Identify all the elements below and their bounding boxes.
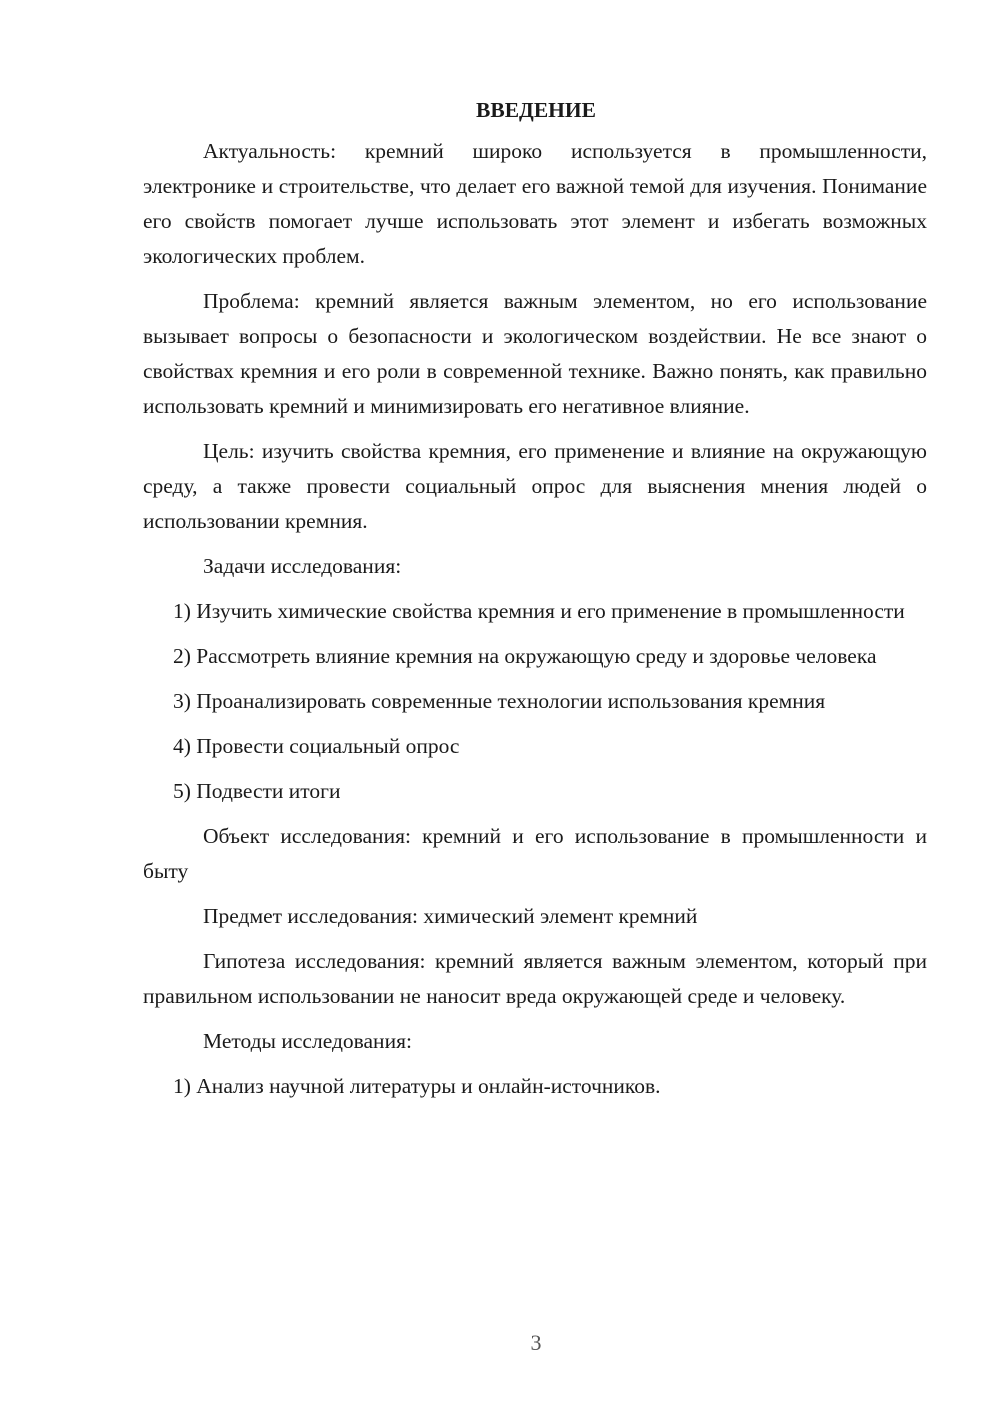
task-item-5: 5) Подвести итоги [173,779,341,803]
section-title: ВВЕДЕНИЕ [476,98,596,122]
task-item-4: 4) Провести социальный опрос [173,734,460,758]
method-item-1: 1) Анализ научной литературы и онлайн-источников. [173,1074,661,1098]
paragraph-subject: Предмет исследования: химический элемент кремний [203,904,698,928]
paragraph-object: Объект исследования: кремний и его использование в промышленности и быту [143,824,927,883]
paragraph-goal: Цель: изучить свойства кремния, его применение и влияние на окружающую среду, а также провести социальный опрос для выяснения мнения людей о использовании кремния. [143,439,927,533]
paragraph-relevance: Актуальность: кремний широко используется в промышленности, электронике и строительстве, что делает его важной темой для изучения. Понимание его свойств помогает лучше использовать этот элемент и избегать возможных экологических проблем. [143,139,927,268]
task-item-2: 2) Рассмотреть влияние кремния на окружающую среду и здоровье человека [173,644,877,668]
page-number: 3 [530,1330,542,1355]
document-page [143,93,927,1114]
task-item-1: 1) Изучить химические свойства кремния и его применение в промышленности [173,599,905,623]
paragraph-problem: Проблема: кремний является важным элементом, но его использование вызывает вопросы о безопасности и экологическом воздействии. Не все знают о свойствах кремния и его роли в современной технике. Важно понять, как правильно использовать кремний и минимизировать его негативное влияние. [143,289,927,418]
paragraph-tasks-heading: Задачи исследования: [203,554,402,578]
paragraph-hypothesis: Гипотеза исследования: кремний является важным элементом, который при правильном использовании не наносит вреда окружающей среде и человеку. [143,949,927,1008]
task-item-3: 3) Проанализировать современные технологии использования кремния [173,689,826,713]
paragraph-methods-heading: Методы исследования: [203,1029,412,1053]
